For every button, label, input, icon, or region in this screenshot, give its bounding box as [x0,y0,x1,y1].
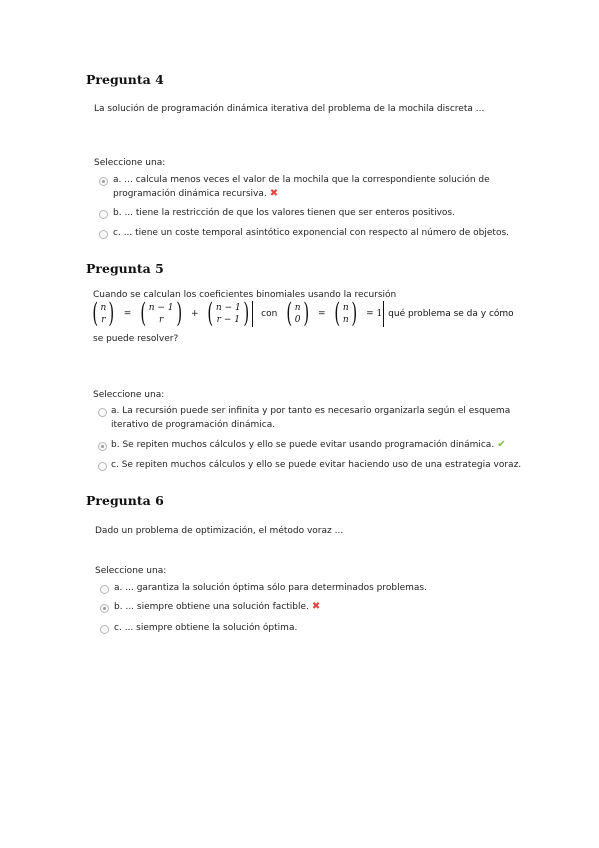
q5-option-b-text: Se repiten muchos cálculos y ello se puede evitar usando programación dinámica. [122,440,495,450]
q6-option-c-text: ... siempre obtiene la solución óptima. [124,623,298,633]
q4-option-b-text: ... tiene la restricción de que los valores tienen que ser enteros positivos. [124,208,455,218]
q4-option-a[interactable] [113,173,490,201]
question-5-title: Pregunta 5 [86,261,164,276]
q6-option-b-letter: b. [114,602,123,612]
question-5-stem-intro: Cuando se calculan los coeficientes binomiales usando la recursión [93,290,397,300]
q6-option-a-letter: a. [114,583,123,593]
q6-option-a-radio[interactable] [100,585,109,594]
question-5-stem-after: qué problema se da y cómo [388,309,514,319]
binomial-formula: ( n r ) = ( n − 1 r ) + ( n − 1 r − 1 ) con ( n 0 ) = ( n n ) = 1 qué problema se da y cómo [90,300,514,327]
question-5-select-label: Seleccione una: [93,390,165,400]
q5-option-b-radio[interactable] [98,442,107,451]
binom-n-0: ( n 0 ) [286,298,309,329]
q5-option-a-text-line2: iterativo de programación dinámica. [111,420,276,430]
q5-option-c-letter: c. [111,460,119,470]
question-6-title: Pregunta 6 [86,493,164,508]
q4-option-b-radio[interactable] [99,210,108,219]
question-6-select-label: Seleccione una: [95,566,167,576]
question-6-stem: Dado un problema de optimización, el método voraz ... [95,526,344,536]
q6-option-a-text: ... garantiza la solución óptima sólo para determinados problemas. [125,583,427,593]
question-5-stem-line2: se puede resolver? [93,334,179,344]
q4-option-b-letter: b. [113,208,122,218]
binom-n1-r: ( n − 1 r ) [140,298,182,329]
binom-n-n: ( n n ) [334,298,357,329]
q4-option-c-letter: c. [113,228,121,238]
question-4-title: Pregunta 4 [86,72,164,87]
question-4-select-label: Seleccione una: [94,158,166,168]
q5-option-a-letter: a. [111,406,120,416]
binom-n1-r1: ( n − 1 r − 1 ) [207,298,249,329]
q5-option-a-radio[interactable] [98,408,107,417]
q6-option-b-text: ... siempre obtiene una solución factible. [125,602,309,612]
q5-option-c-radio[interactable] [98,462,107,471]
q6-option-b-radio[interactable] [100,604,109,613]
x-mark-icon: ✖ [269,188,279,199]
q6-option-b[interactable] [114,600,320,614]
q5-option-b[interactable] [111,438,506,452]
q4-option-c-text: ... tiene un coste temporal asintótico exponencial con respecto al número de objetos. [123,228,510,238]
question-4-stem: La solución de programación dinámica iterativa del problema de la mochila discreta ... [94,104,485,114]
q6-option-c[interactable] [114,621,297,635]
q6-option-c-radio[interactable] [100,625,109,634]
q5-option-a[interactable] [111,404,510,432]
q4-option-a-text-line2: programación dinámica recursiva. [113,189,267,199]
check-mark-icon: ✔ [497,439,506,450]
binom-n-r: ( n r ) [92,298,115,329]
q6-option-a[interactable] [114,581,427,595]
q4-option-c-radio[interactable] [99,230,108,239]
q4-option-c[interactable] [113,226,509,240]
x-mark-icon: ✖ [311,601,321,612]
q4-option-a-text: ... calcula menos veces el valor de la mochila que la correspondiente solución de [124,175,490,185]
q4-option-b[interactable] [113,206,455,220]
q4-option-a-radio[interactable] [99,177,108,186]
q6-option-c-letter: c. [114,623,122,633]
q4-option-a-letter: a. [113,175,122,185]
q5-option-a-text: La recursión puede ser infinita y por tanto es necesario organizarla según el esquema [122,406,511,416]
q5-option-b-letter: b. [111,440,120,450]
q5-option-c[interactable] [111,458,521,472]
q5-option-c-text: Se repiten muchos cálculos y ello se puede evitar haciendo uso de una estrategia voraz. [121,460,522,470]
